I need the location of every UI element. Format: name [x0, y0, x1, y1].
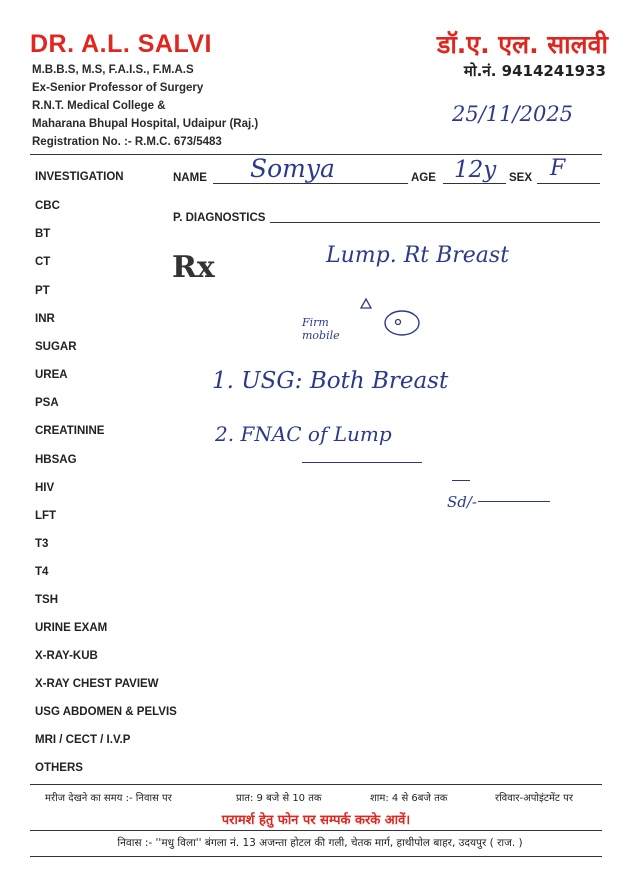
investigation-item-sugar: SUGAR — [35, 341, 77, 353]
footer-top-divider — [30, 784, 602, 785]
investigation-item-t3: T3 — [35, 538, 49, 550]
rx-symbol: Rx — [172, 250, 215, 285]
patient-name-value: Somya — [250, 154, 335, 183]
footer-address: निवास :- ''मधु विला'' बंगला नं. 13 अजन्ता होटल की गली, चेतक मार्ग, हाथीपोल बाहर, उदयपुर ( राज. ) — [117, 837, 523, 849]
sex-label: SEX — [509, 172, 533, 184]
diagnostics-line — [270, 222, 600, 223]
credential-hospital: Maharana Bhupal Hospital, Udaipur (Raj.) — [32, 118, 259, 130]
credential-degrees: M.B.B.S, M.S, F.A.I.S., F.M.A.S — [32, 64, 194, 76]
lump-dot — [396, 320, 401, 325]
investigation-item-urea: UREA — [35, 369, 68, 381]
note-plan-fnac: 2. FNAC of Lump — [215, 422, 392, 446]
patient-age-value: 12y — [454, 157, 497, 183]
name-label: NAME — [173, 172, 207, 184]
investigation-heading: INVESTIGATION — [35, 171, 124, 183]
age-line — [443, 183, 506, 184]
signature-dash — [452, 480, 470, 481]
investigation-item-ct: CT — [35, 256, 51, 268]
lump-sketch — [355, 296, 425, 346]
patient-sex-value: F — [550, 156, 566, 181]
note-underline — [302, 462, 422, 463]
investigation-item-hiv: HIV — [35, 482, 55, 494]
note-plan-usg: 1. USG: Both Breast — [212, 368, 449, 394]
investigation-item-t4: T4 — [35, 566, 49, 578]
note-complaint: Lump. Rt Breast — [326, 243, 510, 268]
investigation-item-creatinine: CREATININE — [35, 425, 105, 437]
investigation-item-inr: INR — [35, 313, 55, 325]
sex-line — [537, 183, 600, 184]
credential-title: Ex-Senior Professor of Surgery — [32, 82, 204, 94]
mobile-number: मो.नं. 9414241933 — [463, 62, 606, 80]
investigation-item-pt: PT — [35, 285, 50, 297]
investigation-item-cbc: CBC — [35, 200, 60, 212]
investigation-item-others: OTHERS — [35, 762, 83, 774]
footer-timings-label: मरीज देखने का समय :- निवास पर — [45, 793, 172, 804]
footer-mid-divider — [30, 830, 602, 831]
investigation-item-tsh: TSH — [35, 594, 58, 606]
investigation-item-mri: MRI / CECT / I.V.P — [35, 734, 131, 746]
signature-line — [478, 501, 550, 502]
investigation-item-bt: BT — [35, 228, 51, 240]
diagnostics-label: P. DIAGNOSTICS — [173, 212, 266, 224]
footer-sunday-timing: रविवार-अपोइंटमेंट पर — [495, 793, 573, 804]
investigation-item-xray-chest: X-RAY CHEST PAVIEW — [35, 678, 159, 690]
triangle-mark — [361, 299, 371, 308]
registration-number: Registration No. :- R.M.C. 673/5483 — [32, 136, 222, 148]
age-label: AGE — [411, 172, 436, 184]
investigation-item-usg-abdomen: USG ABDOMEN & PELVIS — [35, 706, 177, 718]
name-line — [213, 183, 408, 184]
signature: Sd/- — [447, 493, 477, 511]
footer-evening-timing: शाम: 4 से 6बजे तक — [370, 793, 448, 804]
lump-circle — [385, 311, 419, 335]
investigation-item-urine-exam: URINE EXAM — [35, 622, 108, 634]
investigation-item-lft: LFT — [35, 510, 57, 522]
credential-college: R.N.T. Medical College & — [32, 100, 166, 112]
investigation-item-xray-kub: X-RAY-KUB — [35, 650, 98, 662]
doctor-name: DR. A.L. SALVI — [30, 30, 212, 58]
footer-bottom-divider — [30, 856, 602, 857]
note-finding: Firm mobile — [302, 316, 340, 342]
investigation-item-hbsag: HBSAG — [35, 454, 77, 466]
prescription-date: 25/11/2025 — [452, 102, 574, 126]
investigation-item-psa: PSA — [35, 397, 59, 409]
footer-morning-timing: प्रात: 9 बजे से 10 तक — [236, 793, 322, 804]
footer-consult-note: परामर्श हेतु फोन पर सम्पर्क करके आवें। — [221, 813, 411, 828]
doctor-name-hindi: डॉ.ए. एल. सालवी — [436, 30, 608, 59]
